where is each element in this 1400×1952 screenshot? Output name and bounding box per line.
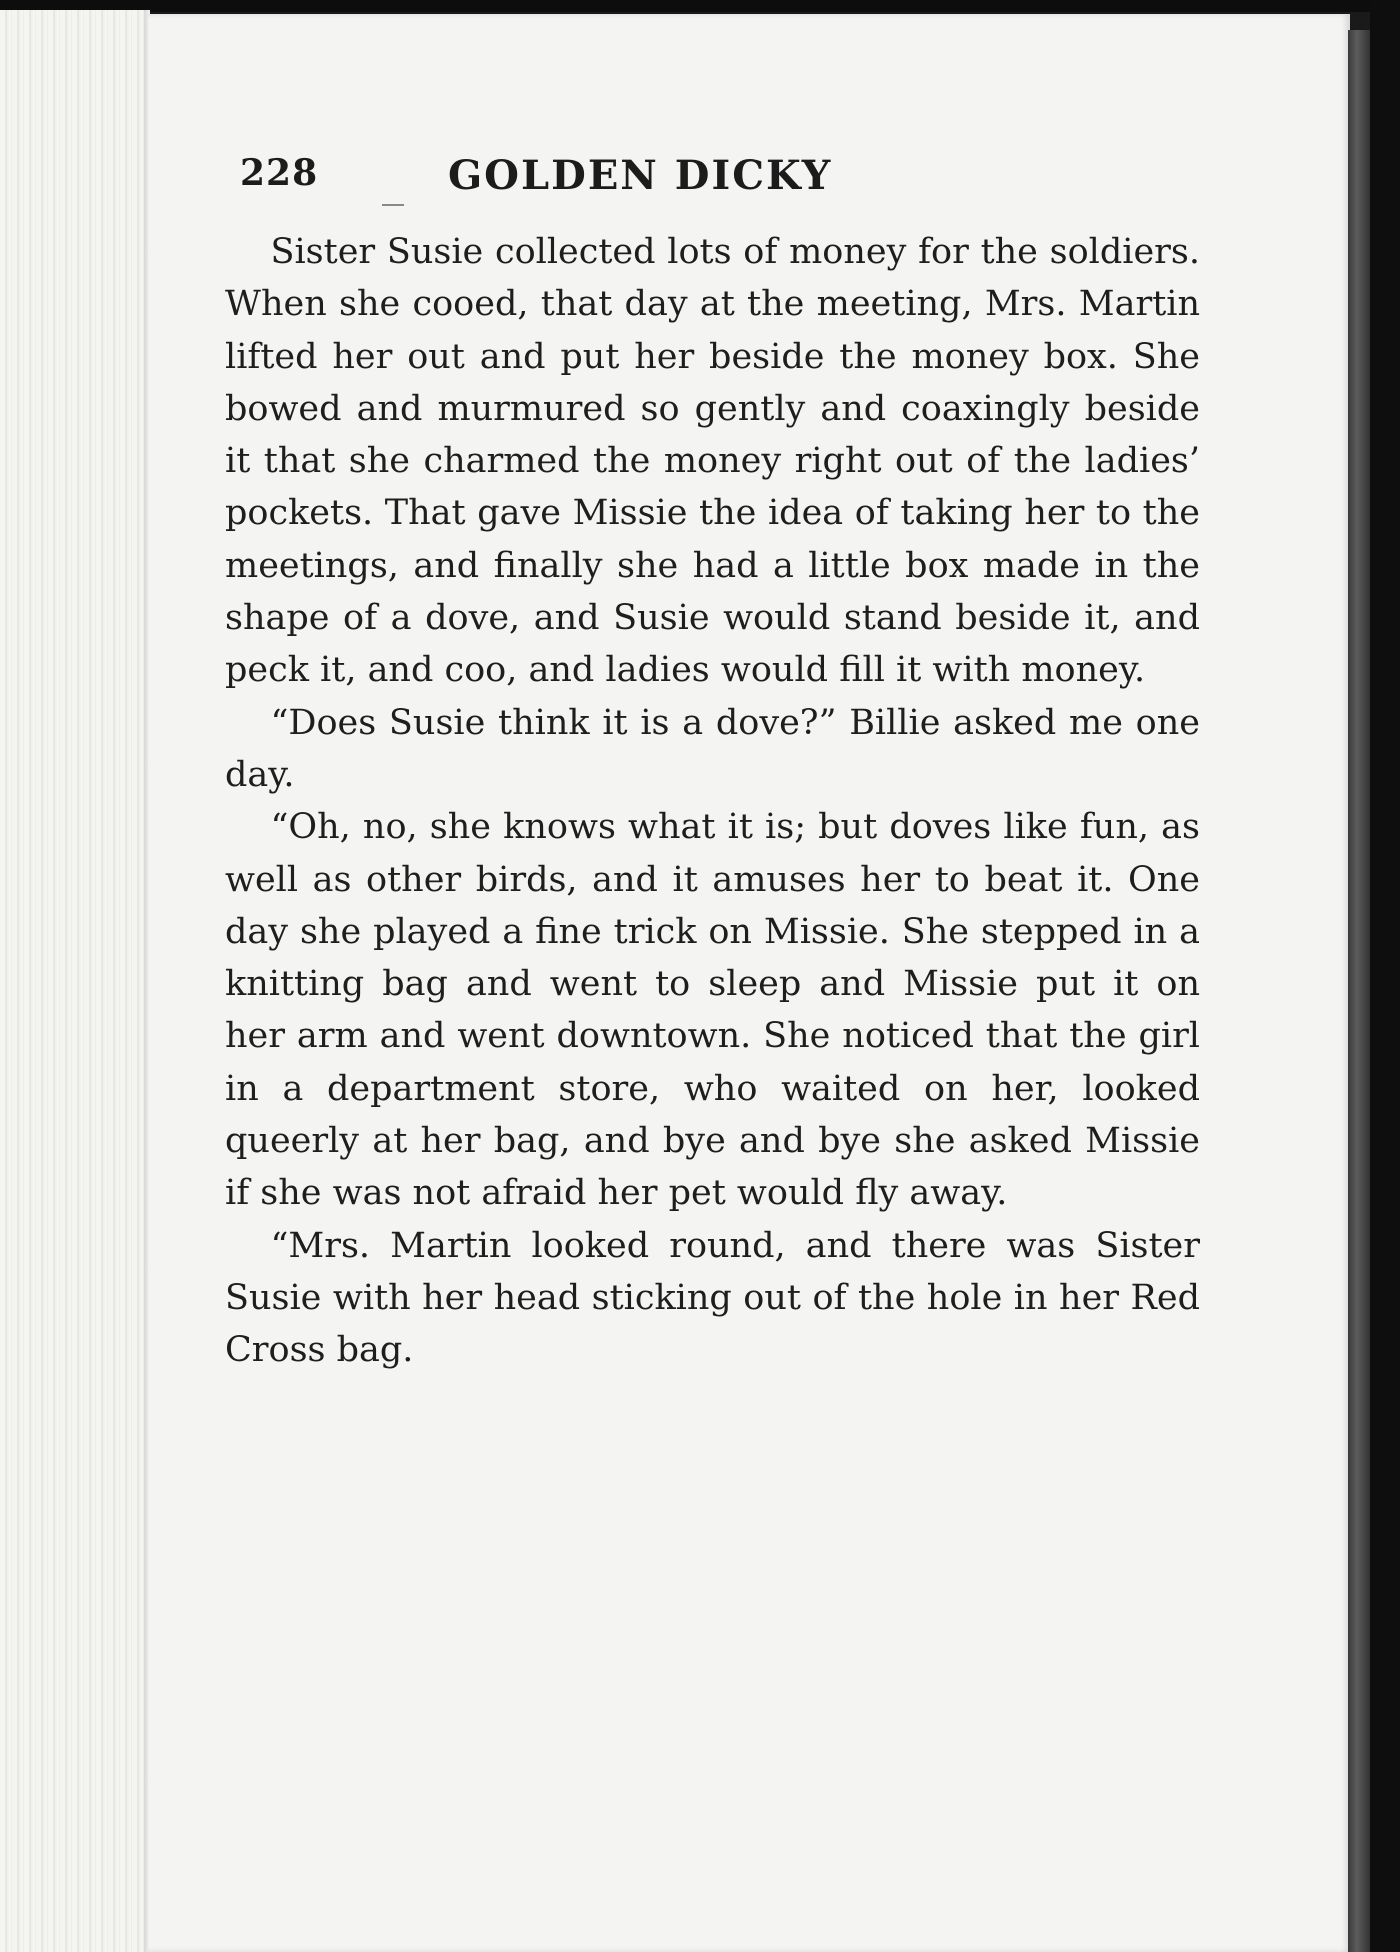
body-text	[225, 226, 1200, 1377]
paragraph: “Mrs. Martin looked round, and there was Sister Susie with her head sticking out of the hole in her Red Cross bag.	[225, 1225, 1200, 1371]
scan-right-edge	[1370, 0, 1400, 1952]
paragraph: Sister Susie collected lots of money for the soldiers. When she cooed, that day at the meeting, Mrs. Martin lifted her out and put her beside the money box. She bowed and murmured so gently and coaxingly beside it that she charmed the money right out of the ladies’ pockets. That gave Missie the idea of taking her to the meetings, and finally she had a little box made in the shape of a dove, and Susie would stand beside it, and peck it, and coo, and ladies would fill it with money.	[225, 232, 1200, 691]
page-stack-edges	[0, 10, 150, 1952]
paragraph: “Oh, no, she knows what it is; but doves like fun, as well as other birds, and it amuses her to beat it. One day she played a fine trick on Missie. She stepped in a knitting bag and went to sleep and Missie put it on her arm and went downtown. She noticed that the girl in a department store, who waited on her, looked queerly at her bag, and bye and bye she asked Missie if she was not afraid her pet would fly away.	[225, 807, 1200, 1214]
running-head	[0, 152, 1400, 212]
ink-mark	[382, 204, 404, 206]
paragraph: “Does Susie think it is a dove?” Billie asked me one day.	[225, 702, 1200, 795]
page-number: 228	[240, 152, 319, 194]
book-cover-edge	[1348, 30, 1370, 1952]
scan-top-edge	[0, 0, 1400, 12]
running-title: GOLDEN DICKY	[448, 152, 833, 199]
